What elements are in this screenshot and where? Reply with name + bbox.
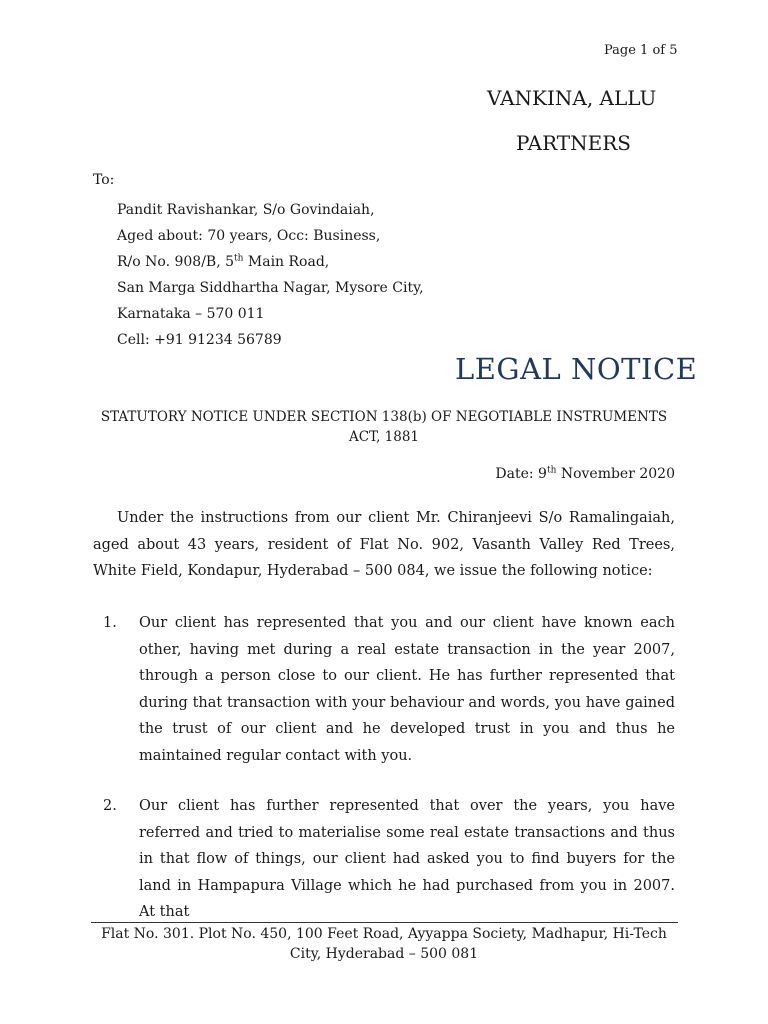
intro-paragraph: Under the instructions from our client Mr. Chiranjeevi S/o Ramalingaiah, aged about 43 years, resident of Flat No. 902, Vasanth Valley Red Trees, White Field, Kondapur, Hyderabad – 500 084, we issue the following notice: <box>93 510 675 579</box>
notice-title: LEGAL NOTICE <box>455 352 698 386</box>
notice-subtitle-line2: ACT, 1881 <box>348 429 420 445</box>
date-sup: th <box>546 465 557 476</box>
recipient-address-block <box>117 197 424 353</box>
recipient-phone: Cell: +91 91234 56789 <box>117 332 282 348</box>
recipient-address-line1 <box>117 249 424 275</box>
numbered-item <box>93 610 675 769</box>
footer-divider <box>91 922 678 923</box>
numbered-item <box>93 793 675 926</box>
footer-line2: City, Hyderabad – 500 081 <box>289 946 479 962</box>
recipient-age-occupation: Aged about: 70 years, Occ: Business, <box>117 228 381 244</box>
to-label: To: <box>93 172 115 188</box>
notice-date <box>495 466 675 482</box>
item-number: 2. <box>103 798 117 814</box>
item-number: 1. <box>103 615 117 631</box>
footer-line1: Flat No. 301. Plot No. 450, 100 Feet Road, Ayyappa Society, Madhapur, Hi-Tech <box>101 926 667 942</box>
item-text: Our client has further represented that over the years, you have referred and tried to materialise some real estate transactions and thus in that flow of things, our client had asked you to find buyers for the land in Hampapura Village which he had purchased from you in 2007. At that <box>139 798 675 920</box>
recipient-name: Pandit Ravishankar, S/o Govindaiah, <box>117 202 375 218</box>
address-line1-sup: th <box>234 253 244 264</box>
date-suffix: November 2020 <box>556 466 675 482</box>
firm-name: VANKINA, ALLU <box>487 86 657 110</box>
footer-address <box>93 924 675 964</box>
recipient-address-line3: Karnataka – 570 011 <box>117 306 265 322</box>
notice-subtitle <box>93 407 675 447</box>
address-line1-prefix: R/o No. 908/B, 5 <box>117 254 235 270</box>
address-line1-suffix: Main Road, <box>243 254 330 270</box>
date-prefix: Date: 9 <box>495 466 547 482</box>
notice-subtitle-line1: STATUTORY NOTICE UNDER SECTION 138(b) OF NEGOTIABLE INSTRUMENTS <box>100 409 668 425</box>
recipient-address-line2: San Marga Siddhartha Nagar, Mysore City, <box>117 280 424 296</box>
item-text: Our client has represented that you and our client have known each other, having met during a real estate transaction in the year 2007, through a person close to our client. He has further represented that during that transaction with your behaviour and words, you have gained the trust of our client and he developed trust in you and thus he maintained regular contact with you. <box>139 615 675 764</box>
firm-suffix: PARTNERS <box>516 131 631 155</box>
page-number: Page 1 of 5 <box>604 43 678 58</box>
